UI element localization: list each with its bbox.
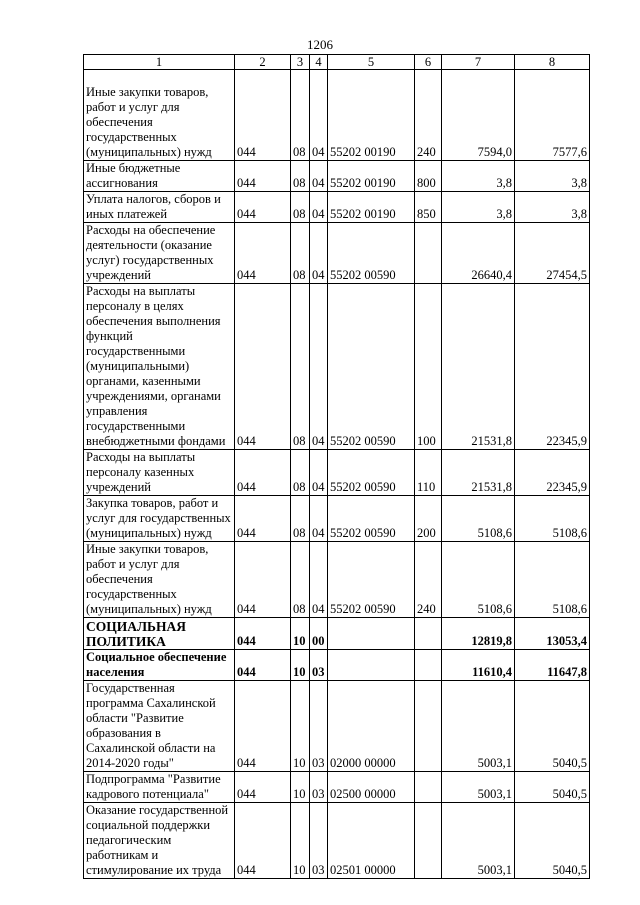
expense-type-cell	[415, 772, 442, 803]
value-year-1-cell: 5003,1	[442, 803, 515, 879]
expense-type-cell: 240	[415, 70, 442, 161]
value-year-2-cell: 27454,5	[515, 223, 590, 284]
budget-code-cell: 044	[235, 681, 291, 772]
budget-code-cell: 044	[235, 223, 291, 284]
row-name: СОЦИАЛЬНАЯ ПОЛИТИКА	[84, 618, 235, 650]
target-article-cell	[328, 618, 415, 650]
header-row	[84, 55, 590, 70]
value-year-1-cell: 21531,8	[442, 284, 515, 450]
value-year-2-cell: 5040,5	[515, 681, 590, 772]
value-year-2-cell: 13053,4	[515, 618, 590, 650]
section-cell: 08	[291, 496, 310, 542]
value-year-2-cell: 5040,5	[515, 772, 590, 803]
table-row	[84, 618, 590, 650]
target-article-cell: 55202 00190	[328, 161, 415, 192]
table-row	[84, 803, 590, 879]
section-cell: 10	[291, 772, 310, 803]
budget-code-cell: 044	[235, 772, 291, 803]
header-cell: 1	[84, 55, 235, 70]
subsection-cell: 03	[310, 650, 328, 681]
subsection-cell: 03	[310, 803, 328, 879]
subsection-cell: 04	[310, 284, 328, 450]
header-cell: 6	[415, 55, 442, 70]
budget-code-cell: 044	[235, 650, 291, 681]
table-row	[84, 772, 590, 803]
value-year-1-cell: 5003,1	[442, 681, 515, 772]
value-year-2-cell: 3,8	[515, 192, 590, 223]
section-cell: 10	[291, 681, 310, 772]
target-article-cell: 02500 00000	[328, 772, 415, 803]
section-cell: 08	[291, 161, 310, 192]
target-article-cell: 02000 00000	[328, 681, 415, 772]
budget-code-cell: 044	[235, 496, 291, 542]
section-cell: 08	[291, 284, 310, 450]
value-year-1-cell: 12819,8	[442, 618, 515, 650]
expense-type-cell	[415, 618, 442, 650]
section-cell: 08	[291, 223, 310, 284]
expense-type-cell: 850	[415, 192, 442, 223]
value-year-1-cell: 7594,0	[442, 70, 515, 161]
subsection-cell: 04	[310, 542, 328, 618]
row-name: Расходы на выплаты персоналу в целях обеспечения выполнения функций государственными (муниципальными) органами, казенными учреждениями, органами управления государственными внебюджетными фондами	[84, 284, 235, 450]
expense-type-cell: 240	[415, 542, 442, 618]
budget-code-cell: 044	[235, 618, 291, 650]
value-year-2-cell: 22345,9	[515, 450, 590, 496]
value-year-1-cell: 5003,1	[442, 772, 515, 803]
budget-code-cell: 044	[235, 542, 291, 618]
budget-code-cell: 044	[235, 192, 291, 223]
expense-type-cell	[415, 803, 442, 879]
expense-type-cell	[415, 223, 442, 284]
budget-code-cell: 044	[235, 284, 291, 450]
budget-code-cell: 044	[235, 161, 291, 192]
row-name: Уплата налогов, сборов и иных платежей	[84, 192, 235, 223]
value-year-2-cell: 5108,6	[515, 496, 590, 542]
value-year-2-cell: 5040,5	[515, 803, 590, 879]
target-article-cell: 55202 00590	[328, 496, 415, 542]
subsection-cell: 04	[310, 496, 328, 542]
table-row	[84, 161, 590, 192]
row-name: Иные закупки товаров, работ и услуг для обеспечения государственных (муниципальных) нужд	[84, 70, 235, 161]
section-cell: 10	[291, 618, 310, 650]
table-row	[84, 450, 590, 496]
target-article-cell: 55202 00590	[328, 284, 415, 450]
expense-type-cell	[415, 681, 442, 772]
table-row	[84, 192, 590, 223]
budget-code-cell: 044	[235, 803, 291, 879]
value-year-1-cell: 3,8	[442, 192, 515, 223]
expense-type-cell: 800	[415, 161, 442, 192]
target-article-cell	[328, 650, 415, 681]
budget-table	[83, 54, 590, 879]
subsection-cell: 03	[310, 681, 328, 772]
header-cell: 8	[515, 55, 590, 70]
value-year-1-cell: 5108,6	[442, 496, 515, 542]
subsection-cell: 04	[310, 70, 328, 161]
header-cell: 2	[235, 55, 291, 70]
section-cell: 08	[291, 542, 310, 618]
header-cell: 3	[291, 55, 310, 70]
target-article-cell: 55202 00590	[328, 450, 415, 496]
page-number: 1206	[307, 37, 333, 52]
row-name: Расходы на обеспечение деятельности (оказание услуг) государственных учреждений	[84, 223, 235, 284]
target-article-cell: 02501 00000	[328, 803, 415, 879]
budget-code-cell: 044	[235, 70, 291, 161]
value-year-2-cell: 11647,8	[515, 650, 590, 681]
value-year-1-cell: 21531,8	[442, 450, 515, 496]
section-cell: 08	[291, 70, 310, 161]
row-name: Оказание государственной социальной поддержки педагогическим работникам и стимулирование их труда	[84, 803, 235, 879]
section-cell: 08	[291, 450, 310, 496]
row-name: Государственная программа Сахалинской области "Развитие образования в Сахалинской области на 2014-2020 годы"	[84, 681, 235, 772]
target-article-cell: 55202 00190	[328, 192, 415, 223]
value-year-1-cell: 11610,4	[442, 650, 515, 681]
subsection-cell: 04	[310, 450, 328, 496]
table-row	[84, 496, 590, 542]
table-row	[84, 284, 590, 450]
subsection-cell: 04	[310, 192, 328, 223]
row-name: Социальное обеспечение населения	[84, 650, 235, 681]
subsection-cell: 04	[310, 223, 328, 284]
expense-type-cell: 110	[415, 450, 442, 496]
budget-code-cell: 044	[235, 450, 291, 496]
value-year-2-cell: 5108,6	[515, 542, 590, 618]
expense-type-cell: 100	[415, 284, 442, 450]
row-name: Подпрограмма "Развитие кадрового потенциала"	[84, 772, 235, 803]
table-row	[84, 542, 590, 618]
value-year-2-cell: 7577,6	[515, 70, 590, 161]
expense-type-cell: 200	[415, 496, 442, 542]
row-name: Иные бюджетные ассигнования	[84, 161, 235, 192]
header-cell: 7	[442, 55, 515, 70]
row-name: Закупка товаров, работ и услуг для государственных (муниципальных) нужд	[84, 496, 235, 542]
table-row	[84, 681, 590, 772]
section-cell: 10	[291, 650, 310, 681]
value-year-1-cell: 26640,4	[442, 223, 515, 284]
table-row	[84, 223, 590, 284]
section-cell: 10	[291, 803, 310, 879]
value-year-2-cell: 22345,9	[515, 284, 590, 450]
target-article-cell: 55202 00590	[328, 223, 415, 284]
subsection-cell: 04	[310, 161, 328, 192]
target-article-cell: 55202 00190	[328, 70, 415, 161]
target-article-cell: 55202 00590	[328, 542, 415, 618]
value-year-1-cell: 3,8	[442, 161, 515, 192]
header-cell: 5	[328, 55, 415, 70]
table-row	[84, 650, 590, 681]
row-name: Иные закупки товаров, работ и услуг для обеспечения государственных (муниципальных) нужд	[84, 542, 235, 618]
value-year-2-cell: 3,8	[515, 161, 590, 192]
subsection-cell: 03	[310, 772, 328, 803]
header-cell: 4	[310, 55, 328, 70]
section-cell: 08	[291, 192, 310, 223]
subsection-cell: 00	[310, 618, 328, 650]
row-name: Расходы на выплаты персоналу казенных учреждений	[84, 450, 235, 496]
value-year-1-cell: 5108,6	[442, 542, 515, 618]
table-row	[84, 70, 590, 161]
expense-type-cell	[415, 650, 442, 681]
